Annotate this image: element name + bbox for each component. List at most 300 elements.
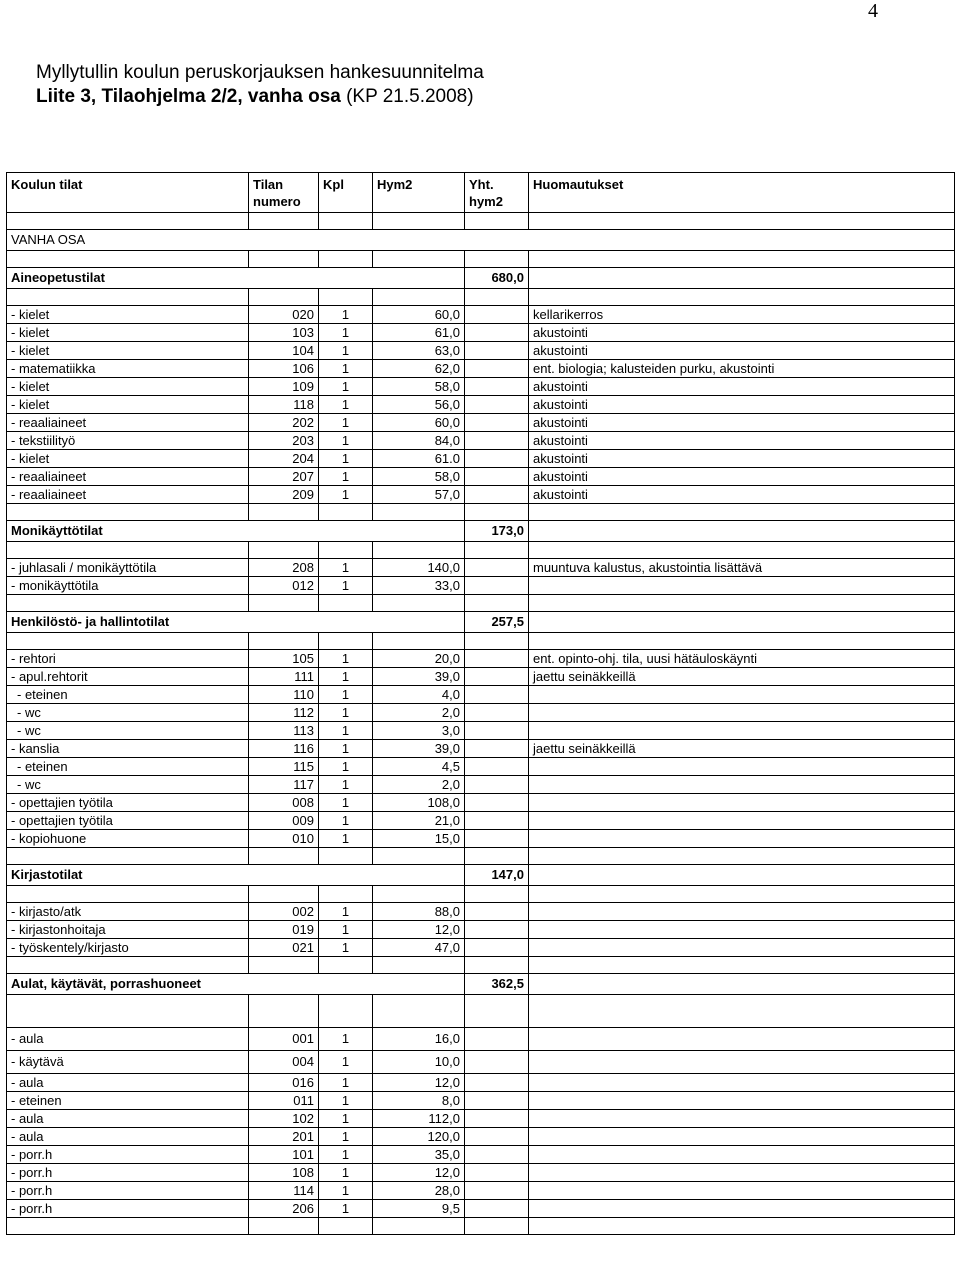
empty-cell bbox=[529, 289, 955, 306]
room-number: 117 bbox=[249, 776, 319, 794]
total-cell bbox=[465, 758, 529, 776]
note: akustointi bbox=[529, 342, 955, 360]
table-row bbox=[7, 939, 955, 957]
room-number: 116 bbox=[249, 740, 319, 758]
note: akustointi bbox=[529, 396, 955, 414]
quantity: 1 bbox=[319, 1146, 373, 1164]
total-cell bbox=[465, 396, 529, 414]
note bbox=[529, 1128, 955, 1146]
area-hym2: 84,0 bbox=[373, 432, 465, 450]
subtitle-bold: Liite 3, Tilaohjelma 2/2, vanha osa bbox=[36, 86, 341, 107]
header-huomautukset: Huomautukset bbox=[529, 173, 955, 213]
space-name: - kielet bbox=[7, 324, 249, 342]
total-cell bbox=[465, 1092, 529, 1110]
room-number: 012 bbox=[249, 577, 319, 595]
room-number: 206 bbox=[249, 1200, 319, 1218]
total-cell bbox=[465, 903, 529, 921]
note: akustointi bbox=[529, 378, 955, 396]
empty-cell bbox=[7, 886, 249, 903]
area-hym2: 15,0 bbox=[373, 830, 465, 848]
total-cell bbox=[465, 1164, 529, 1182]
empty-cell bbox=[319, 886, 373, 903]
note bbox=[529, 577, 955, 595]
empty-cell bbox=[319, 995, 373, 1028]
room-number: 209 bbox=[249, 486, 319, 504]
room-number: 011 bbox=[249, 1092, 319, 1110]
total-cell bbox=[465, 776, 529, 794]
area-hym2: 9,5 bbox=[373, 1200, 465, 1218]
blank-row bbox=[7, 1218, 955, 1235]
space-name: - kielet bbox=[7, 306, 249, 324]
note: ent. biologia; kalusteiden purku, akustointi bbox=[529, 360, 955, 378]
quantity: 1 bbox=[319, 758, 373, 776]
section-total: 173,0 bbox=[465, 521, 529, 542]
space-name: - wc bbox=[7, 722, 249, 740]
space-name: - kopiohuone bbox=[7, 830, 249, 848]
note bbox=[529, 903, 955, 921]
space-name: - kielet bbox=[7, 450, 249, 468]
area-hym2: 112,0 bbox=[373, 1110, 465, 1128]
table-row bbox=[7, 704, 955, 722]
empty-cell bbox=[249, 633, 319, 650]
table-row bbox=[7, 360, 955, 378]
area-hym2: 62,0 bbox=[373, 360, 465, 378]
blank-row bbox=[7, 213, 955, 230]
total-cell bbox=[465, 1028, 529, 1051]
empty-cell bbox=[319, 1218, 373, 1235]
area-hym2: 39,0 bbox=[373, 740, 465, 758]
area-hym2: 2,0 bbox=[373, 704, 465, 722]
table-row bbox=[7, 414, 955, 432]
table-row bbox=[7, 324, 955, 342]
document-title: Myllytullin koulun peruskorjauksen hankesuunnitelma bbox=[36, 62, 484, 83]
section-name: Aineopetustilat bbox=[7, 268, 465, 289]
area-hym2: 58,0 bbox=[373, 378, 465, 396]
room-number: 204 bbox=[249, 450, 319, 468]
empty-cell bbox=[319, 542, 373, 559]
empty-cell bbox=[319, 504, 373, 521]
empty-cell bbox=[249, 504, 319, 521]
note: akustointi bbox=[529, 432, 955, 450]
note bbox=[529, 1074, 955, 1092]
empty-cell bbox=[319, 633, 373, 650]
note bbox=[529, 1110, 955, 1128]
table-row bbox=[7, 432, 955, 450]
table-row bbox=[7, 1146, 955, 1164]
room-number: 010 bbox=[249, 830, 319, 848]
space-name: - rehtori bbox=[7, 650, 249, 668]
note bbox=[529, 1028, 955, 1051]
total-cell bbox=[465, 577, 529, 595]
space-name: - käytävä bbox=[7, 1051, 249, 1074]
empty-cell bbox=[249, 957, 319, 974]
area-hym2: 21,0 bbox=[373, 812, 465, 830]
quantity: 1 bbox=[319, 324, 373, 342]
part-row bbox=[7, 230, 955, 251]
room-number: 106 bbox=[249, 360, 319, 378]
quantity: 1 bbox=[319, 686, 373, 704]
section-row bbox=[7, 865, 955, 886]
section-name: Monikäyttötilat bbox=[7, 521, 465, 542]
empty-cell bbox=[529, 542, 955, 559]
total-cell bbox=[465, 1110, 529, 1128]
space-name: - wc bbox=[7, 776, 249, 794]
room-number: 110 bbox=[249, 686, 319, 704]
total-cell bbox=[465, 921, 529, 939]
quantity: 1 bbox=[319, 1182, 373, 1200]
section-name: Kirjastotilat bbox=[7, 865, 465, 886]
empty-cell bbox=[465, 1218, 529, 1235]
total-cell bbox=[465, 812, 529, 830]
quantity: 1 bbox=[319, 342, 373, 360]
note bbox=[529, 1146, 955, 1164]
area-hym2: 140,0 bbox=[373, 559, 465, 577]
empty-cell bbox=[319, 848, 373, 865]
space-name: - aula bbox=[7, 1110, 249, 1128]
note: akustointi bbox=[529, 468, 955, 486]
empty-cell bbox=[319, 595, 373, 612]
empty-cell bbox=[373, 1218, 465, 1235]
room-number: 112 bbox=[249, 704, 319, 722]
room-number: 001 bbox=[249, 1028, 319, 1051]
section-row bbox=[7, 612, 955, 633]
empty-cell bbox=[529, 886, 955, 903]
total-cell bbox=[465, 450, 529, 468]
space-name: - matematiikka bbox=[7, 360, 249, 378]
total-cell bbox=[465, 1051, 529, 1074]
quantity: 1 bbox=[319, 740, 373, 758]
table-row bbox=[7, 1092, 955, 1110]
empty-cell bbox=[373, 504, 465, 521]
blank-row bbox=[7, 595, 955, 612]
table-row bbox=[7, 1051, 955, 1074]
area-hym2: 60,0 bbox=[373, 414, 465, 432]
table-row bbox=[7, 559, 955, 577]
document-subtitle bbox=[36, 86, 474, 108]
note bbox=[529, 686, 955, 704]
space-name: - aula bbox=[7, 1128, 249, 1146]
empty-cell bbox=[373, 848, 465, 865]
empty-cell bbox=[529, 521, 955, 542]
empty-cell bbox=[7, 633, 249, 650]
table-header-row bbox=[7, 173, 955, 213]
space-name: - porr.h bbox=[7, 1200, 249, 1218]
empty-cell bbox=[529, 1218, 955, 1235]
room-number: 019 bbox=[249, 921, 319, 939]
section-total: 680,0 bbox=[465, 268, 529, 289]
quantity: 1 bbox=[319, 903, 373, 921]
room-number: 020 bbox=[249, 306, 319, 324]
note: ent. opinto-ohj. tila, uusi hätäuloskäynti bbox=[529, 650, 955, 668]
note: akustointi bbox=[529, 486, 955, 504]
empty-cell bbox=[7, 289, 249, 306]
room-number: 104 bbox=[249, 342, 319, 360]
room-number: 207 bbox=[249, 468, 319, 486]
room-number: 103 bbox=[249, 324, 319, 342]
empty-cell bbox=[7, 995, 249, 1028]
empty-cell bbox=[529, 974, 955, 995]
table-row bbox=[7, 378, 955, 396]
space-name: - reaaliaineet bbox=[7, 468, 249, 486]
quantity: 1 bbox=[319, 830, 373, 848]
part-label: VANHA OSA bbox=[7, 230, 955, 251]
area-hym2: 20,0 bbox=[373, 650, 465, 668]
table-row bbox=[7, 1200, 955, 1218]
space-name: - eteinen bbox=[7, 758, 249, 776]
area-hym2: 61.0 bbox=[373, 450, 465, 468]
room-number: 021 bbox=[249, 939, 319, 957]
area-hym2: 33,0 bbox=[373, 577, 465, 595]
quantity: 1 bbox=[319, 396, 373, 414]
total-cell bbox=[465, 306, 529, 324]
note bbox=[529, 1092, 955, 1110]
page-number: 4 bbox=[868, 0, 878, 22]
total-cell bbox=[465, 830, 529, 848]
empty-cell bbox=[373, 957, 465, 974]
blank-row bbox=[7, 542, 955, 559]
table-row bbox=[7, 668, 955, 686]
quantity: 1 bbox=[319, 1051, 373, 1074]
room-number: 108 bbox=[249, 1164, 319, 1182]
area-hym2: 47,0 bbox=[373, 939, 465, 957]
empty-cell bbox=[319, 289, 373, 306]
table-row bbox=[7, 1074, 955, 1092]
quantity: 1 bbox=[319, 1092, 373, 1110]
space-name: - porr.h bbox=[7, 1146, 249, 1164]
total-cell bbox=[465, 794, 529, 812]
space-name: - tekstiilityö bbox=[7, 432, 249, 450]
empty-cell bbox=[7, 848, 249, 865]
blank-row bbox=[7, 251, 955, 268]
table-row bbox=[7, 650, 955, 668]
area-hym2: 12,0 bbox=[373, 921, 465, 939]
empty-cell bbox=[249, 848, 319, 865]
table-row bbox=[7, 903, 955, 921]
note: akustointi bbox=[529, 414, 955, 432]
empty-cell bbox=[529, 268, 955, 289]
table-row bbox=[7, 468, 955, 486]
quantity: 1 bbox=[319, 450, 373, 468]
room-number: 101 bbox=[249, 1146, 319, 1164]
room-number: 118 bbox=[249, 396, 319, 414]
room-number: 113 bbox=[249, 722, 319, 740]
room-number: 102 bbox=[249, 1110, 319, 1128]
note: jaettu seinäkkeillä bbox=[529, 668, 955, 686]
space-name: - kielet bbox=[7, 396, 249, 414]
empty-cell bbox=[465, 886, 529, 903]
blank-row bbox=[7, 633, 955, 650]
room-number: 002 bbox=[249, 903, 319, 921]
space-name: - aula bbox=[7, 1074, 249, 1092]
total-cell bbox=[465, 939, 529, 957]
table-row bbox=[7, 794, 955, 812]
total-cell bbox=[465, 1146, 529, 1164]
room-number: 105 bbox=[249, 650, 319, 668]
empty-cell bbox=[373, 542, 465, 559]
empty-cell bbox=[249, 886, 319, 903]
blank-row bbox=[7, 504, 955, 521]
empty-cell bbox=[7, 542, 249, 559]
empty-cell bbox=[465, 848, 529, 865]
note bbox=[529, 704, 955, 722]
quantity: 1 bbox=[319, 650, 373, 668]
table-row bbox=[7, 830, 955, 848]
room-number: 203 bbox=[249, 432, 319, 450]
total-cell bbox=[465, 360, 529, 378]
quantity: 1 bbox=[319, 939, 373, 957]
empty-cell bbox=[319, 957, 373, 974]
note bbox=[529, 758, 955, 776]
area-hym2: 2,0 bbox=[373, 776, 465, 794]
quantity: 1 bbox=[319, 577, 373, 595]
empty-cell bbox=[373, 595, 465, 612]
note bbox=[529, 776, 955, 794]
blank-row bbox=[7, 886, 955, 903]
empty-cell bbox=[7, 595, 249, 612]
quantity: 1 bbox=[319, 1164, 373, 1182]
empty-cell bbox=[529, 595, 955, 612]
space-name: - reaaliaineet bbox=[7, 414, 249, 432]
note: kellarikerros bbox=[529, 306, 955, 324]
quantity: 1 bbox=[319, 794, 373, 812]
area-hym2: 35,0 bbox=[373, 1146, 465, 1164]
quantity: 1 bbox=[319, 1074, 373, 1092]
empty-cell bbox=[465, 995, 529, 1028]
table-row bbox=[7, 1128, 955, 1146]
area-hym2: 120,0 bbox=[373, 1128, 465, 1146]
table-row bbox=[7, 1110, 955, 1128]
note bbox=[529, 794, 955, 812]
area-hym2: 8,0 bbox=[373, 1092, 465, 1110]
area-hym2: 12,0 bbox=[373, 1164, 465, 1182]
total-cell bbox=[465, 324, 529, 342]
area-hym2: 16,0 bbox=[373, 1028, 465, 1051]
quantity: 1 bbox=[319, 414, 373, 432]
room-number: 115 bbox=[249, 758, 319, 776]
space-name: - opettajien työtila bbox=[7, 794, 249, 812]
empty-cell bbox=[529, 848, 955, 865]
total-cell bbox=[465, 378, 529, 396]
empty-cell bbox=[249, 542, 319, 559]
space-name: - aula bbox=[7, 1028, 249, 1051]
room-number: 201 bbox=[249, 1128, 319, 1146]
section-row bbox=[7, 974, 955, 995]
total-cell bbox=[465, 432, 529, 450]
space-name: - juhlasali / monikäyttötila bbox=[7, 559, 249, 577]
area-hym2: 10,0 bbox=[373, 1051, 465, 1074]
area-hym2: 56,0 bbox=[373, 396, 465, 414]
note: akustointi bbox=[529, 324, 955, 342]
quantity: 1 bbox=[319, 486, 373, 504]
space-name: - kirjasto/atk bbox=[7, 903, 249, 921]
subtitle-rest: (KP 21.5.2008) bbox=[340, 86, 474, 107]
empty-cell bbox=[373, 633, 465, 650]
quantity: 1 bbox=[319, 559, 373, 577]
note bbox=[529, 921, 955, 939]
total-cell bbox=[465, 668, 529, 686]
room-number: 016 bbox=[249, 1074, 319, 1092]
total-cell bbox=[465, 1128, 529, 1146]
empty-cell bbox=[249, 1218, 319, 1235]
table-row bbox=[7, 758, 955, 776]
space-name: - eteinen bbox=[7, 1092, 249, 1110]
quantity: 1 bbox=[319, 306, 373, 324]
total-cell bbox=[465, 650, 529, 668]
empty-cell bbox=[249, 595, 319, 612]
quantity: 1 bbox=[319, 1028, 373, 1051]
note bbox=[529, 1182, 955, 1200]
empty-cell bbox=[7, 1218, 249, 1235]
empty-cell bbox=[465, 595, 529, 612]
empty-cell bbox=[373, 995, 465, 1028]
room-number: 009 bbox=[249, 812, 319, 830]
note bbox=[529, 812, 955, 830]
table-row bbox=[7, 450, 955, 468]
area-hym2: 58,0 bbox=[373, 468, 465, 486]
table-row bbox=[7, 577, 955, 595]
table-row bbox=[7, 776, 955, 794]
area-hym2: 108,0 bbox=[373, 794, 465, 812]
empty-cell bbox=[373, 886, 465, 903]
quantity: 1 bbox=[319, 776, 373, 794]
header-yht-hym2: Yht. hym2 bbox=[465, 173, 529, 213]
area-hym2: 39,0 bbox=[373, 668, 465, 686]
header-tilan-numero: Tilan numero bbox=[249, 173, 319, 213]
total-cell bbox=[465, 414, 529, 432]
space-name: - eteinen bbox=[7, 686, 249, 704]
quantity: 1 bbox=[319, 432, 373, 450]
section-total: 362,5 bbox=[465, 974, 529, 995]
header-koulun-tilat: Koulun tilat bbox=[7, 173, 249, 213]
empty-cell bbox=[465, 289, 529, 306]
note bbox=[529, 722, 955, 740]
area-hym2: 63,0 bbox=[373, 342, 465, 360]
total-cell bbox=[465, 468, 529, 486]
table-row bbox=[7, 342, 955, 360]
header-hym2: Hym2 bbox=[373, 173, 465, 213]
space-name: - reaaliaineet bbox=[7, 486, 249, 504]
empty-cell bbox=[465, 633, 529, 650]
note bbox=[529, 830, 955, 848]
area-hym2: 3,0 bbox=[373, 722, 465, 740]
space-name: - porr.h bbox=[7, 1164, 249, 1182]
area-hym2: 88,0 bbox=[373, 903, 465, 921]
room-number: 004 bbox=[249, 1051, 319, 1074]
empty-cell bbox=[529, 957, 955, 974]
space-name: - kanslia bbox=[7, 740, 249, 758]
note bbox=[529, 1164, 955, 1182]
table-row bbox=[7, 306, 955, 324]
blank-row bbox=[7, 289, 955, 306]
empty-cell bbox=[465, 504, 529, 521]
area-hym2: 28,0 bbox=[373, 1182, 465, 1200]
total-cell bbox=[465, 722, 529, 740]
space-name: - apul.rehtorit bbox=[7, 668, 249, 686]
table-row bbox=[7, 1028, 955, 1051]
space-name: - kirjastonhoitaja bbox=[7, 921, 249, 939]
total-cell bbox=[465, 486, 529, 504]
space-name: - porr.h bbox=[7, 1182, 249, 1200]
table-row bbox=[7, 1164, 955, 1182]
quantity: 1 bbox=[319, 468, 373, 486]
quantity: 1 bbox=[319, 1110, 373, 1128]
area-hym2: 60,0 bbox=[373, 306, 465, 324]
area-hym2: 4,5 bbox=[373, 758, 465, 776]
empty-cell bbox=[529, 995, 955, 1028]
empty-cell bbox=[7, 957, 249, 974]
space-name: - monikäyttötila bbox=[7, 577, 249, 595]
room-number: 208 bbox=[249, 559, 319, 577]
